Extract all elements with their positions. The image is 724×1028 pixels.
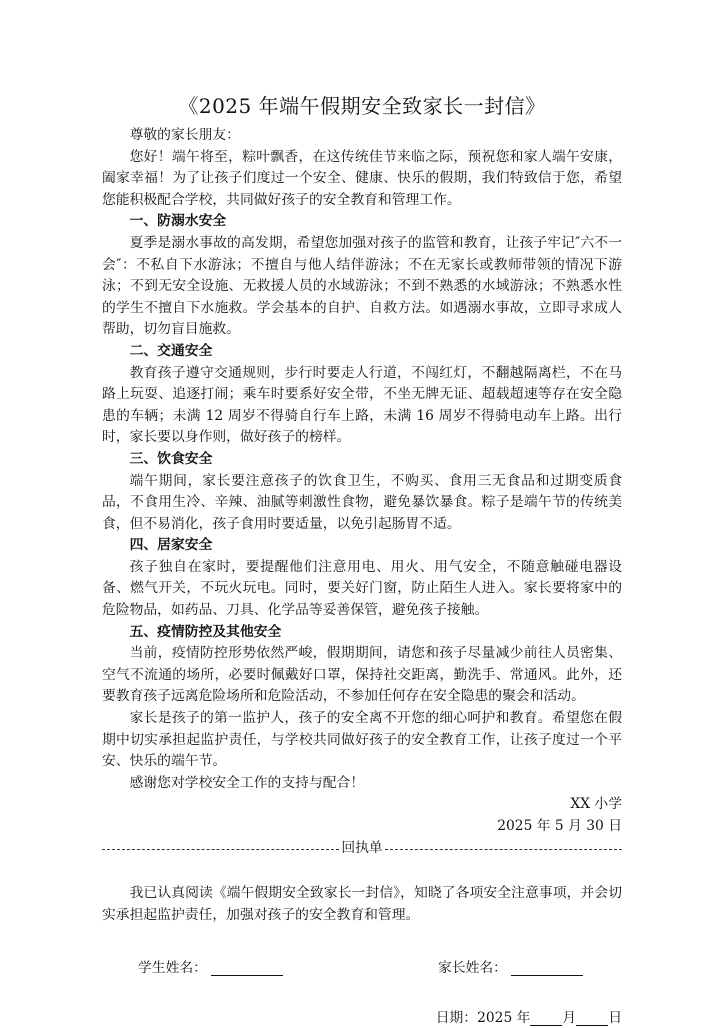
month-label: 月 — [562, 1010, 577, 1027]
section-heading-food: 三、饮食安全 — [129, 450, 213, 467]
thanks-line: 感谢您对学校安全工作的支持与配合！ — [129, 774, 365, 791]
section-text-drowning: 夏季是溺水事故的高发期，希望您加强对孩子的监管和教育，让孩子牢记″六不一会″：不私自下水游泳；不擅自与他人结伴游泳；不在无家长或教师带领的情况下游泳；不到无安全设施、无救援人员的水域游泳；不到不熟悉的水域游泳；不熟悉水性的学生不擅自下水施救。学会基本的自护、自救方法。如遇溺水事故，立即寻求成人帮助，切勿盲目施救。 — [102, 234, 622, 338]
signature-date: 2025 年 5 月 30 日 — [497, 818, 622, 834]
section-text-food: 端午期间，家长要注意孩子的饮食卫生，不购买、食用三无食品和过期变质食品，不食用生冷、辛辣、油腻等刺激性食物，避免暴饮暴食。粽子是端午节的传统美食，但不易消化，孩子食用时要适量，以免引起肠胃不适。 — [102, 472, 622, 532]
section-heading-epidemic: 五、疫情防控及其他安全 — [129, 623, 282, 640]
section-heading-drowning: 一、防溺水安全 — [129, 213, 227, 230]
closing-paragraph: 家长是孩子的第一监护人，孩子的安全离不开您的细心呵护和教育。希望您在假期中切实承担起监护责任，与学校共同做好孩子的安全教育工作，让孩子度过一个平安、快乐的端午节。 — [102, 710, 622, 770]
name-fields — [102, 956, 622, 978]
section-heading-traffic: 二、交通安全 — [129, 342, 213, 359]
section-heading-home: 四、居家安全 — [129, 537, 213, 554]
divider-dash-left — [102, 849, 339, 850]
signature-school: XX 小学 — [570, 796, 622, 813]
day-label: 日 — [608, 1010, 622, 1027]
date-field — [102, 1006, 622, 1028]
letter-body — [102, 125, 622, 794]
student-name-label: 学生姓名： — [138, 960, 207, 977]
section-text-traffic: 教育孩子遵守交通规则，步行时要走人行道，不闯红灯，不翻越隔离栏，不在马路上玩耍、追逐打闹；乘车时要系好安全带，不坐无牌无证、超载超速等存在安全隐患的车辆；未满 12 周岁不得骑自行车上路，未满 16 周岁不得骑电动车上路。出行时，家长要以身作则，做好孩子的榜样。 — [102, 364, 622, 446]
receipt-label: 回执单 — [341, 839, 383, 856]
student-name-blank[interactable] — [211, 959, 283, 976]
student-name-field[interactable] — [138, 956, 283, 976]
receipt-divider — [102, 838, 622, 860]
salutation: 尊敬的家长朋友： — [129, 127, 240, 143]
parent-name-label: 家长姓名： — [438, 960, 507, 977]
parent-name-field[interactable] — [438, 956, 583, 976]
receipt-statement: 我已认真阅读《端午假期安全致家长一封信》，知晓了各项安全注意事项，并会切实承担起监护责任，加强对孩子的安全教育和管理。 — [102, 885, 622, 923]
letter-title: 《2025 年端午假期安全致家长一封信》 — [178, 94, 546, 118]
section-text-epidemic: 当前，疫情防控形势依然严峻，假期期间，请您和孩子尽量减少前往人员密集、空气不流通的场所，必要时佩戴好口罩，保持社交距离，勤洗手、常通风。此外，还要教育孩子远离危险场所和危险活动，不参加任何存在安全隐患的聚会和活动。 — [102, 645, 622, 705]
date-label: 日期：2025 年 — [435, 1010, 531, 1027]
receipt-section — [102, 883, 622, 926]
intro-paragraph: 您好！端午将至，粽叶飘香，在这传统佳节来临之际，预祝您和家人端午安康，阖家幸福！为了让孩子们度过一个安全、健康、快乐的假期，我们特致信于您，希望您能积极配合学校，共同做好孩子的安全教育和管理工作。 — [102, 148, 622, 208]
divider-dash-right — [385, 849, 622, 850]
parent-name-blank[interactable] — [511, 959, 583, 976]
section-text-home: 孩子独自在家时，要提醒他们注意用电、用火、用气安全，不随意触碰电器设备、燃气开关，不玩火玩电。同时，要关好门窗，防止陌生人进入。家长要将家中的危险物品，如药品、刀具、化学品等妥善保管，避免孩子接触。 — [102, 558, 622, 619]
